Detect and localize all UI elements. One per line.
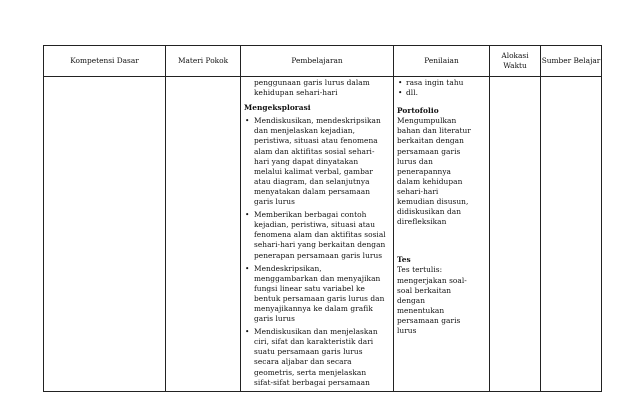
pembelajaran-item-line: garis lurus <box>254 197 295 207</box>
pembelajaran-item-line: Mendiskusikan dan menjelaskan <box>254 327 378 337</box>
pembelajaran-item-line: Mendeskripsikan, <box>254 263 322 273</box>
pembelajaran-item-line: kejadian, peristiwa, situasi atau <box>254 220 376 230</box>
cell-alokasi-waktu <box>490 77 541 392</box>
bullet-icon: • <box>245 116 250 126</box>
portofolio-line: direfleksikan <box>397 217 447 227</box>
pembelajaran-item-line: fenomena alam dan aktifitas sosial <box>254 230 386 240</box>
header-penilaian: Penilaian <box>394 46 490 77</box>
pembelajaran-item-line: sehari-hari yang berkaitan dengan <box>254 240 386 250</box>
pembelajaran-list <box>244 116 389 387</box>
cell-kompetensi-dasar <box>44 77 166 392</box>
pembelajaran-item-line: menggambarkan dan menyajikan <box>254 273 381 283</box>
intro-line: penggunaan garis lurus dalam <box>254 78 370 87</box>
pembelajaran-intro <box>244 78 389 98</box>
bullet-icon: • <box>398 78 403 87</box>
portofolio-line: didiskusikan dan <box>397 207 462 217</box>
portofolio-line: Mengumpulkan <box>397 116 457 126</box>
pembelajaran-list-item <box>244 327 389 388</box>
pembelajaran-item-line: geometris, serta menjelaskan <box>254 367 367 377</box>
cell-materi-pokok <box>166 77 241 392</box>
content-row <box>44 77 602 392</box>
penilaian-list-item <box>397 78 486 88</box>
cell-pembelajaran <box>241 77 394 392</box>
bullet-icon: • <box>245 327 250 337</box>
header-alokasi-line1: Alokasi <box>501 51 529 60</box>
portofolio-line: berkaitan dengan <box>397 136 464 146</box>
pembelajaran-item-line: hari yang dapat dinyatakan <box>254 156 359 166</box>
penilaian-item-text: rasa ingin tahu <box>406 78 464 87</box>
pembelajaran-item-line: dan menjelaskan kejadian, <box>254 126 356 136</box>
header-row <box>44 46 602 77</box>
portofolio-line: dalam kehidupan <box>397 176 463 186</box>
pembelajaran-item-line: garis lurus <box>254 314 295 324</box>
pembelajaran-item-line: peristiwa, situasi atau fenomena <box>254 136 378 146</box>
header-sumber-belajar: Sumber Belajar <box>541 46 602 77</box>
tes-line: menentukan <box>397 305 445 315</box>
pembelajaran-item-line: sifat-sifat berbagai persamaan <box>254 377 370 387</box>
pembelajaran-list-item <box>244 210 389 260</box>
pembelajaran-item-line: bentuk persamaan garis lurus dan <box>254 293 385 303</box>
pembelajaran-item-line: suatu persamaan garis lurus <box>254 347 363 357</box>
tes-line: Tes tertulis: <box>397 265 443 275</box>
penilaian-item-text: dll. <box>406 88 419 98</box>
header-materi-pokok: Materi Pokok <box>166 46 241 77</box>
tes-line: mengerjakan soal- <box>397 275 467 285</box>
pembelajaran-item-line: penerapan persamaan garis lurus <box>254 250 383 260</box>
pembelajaran-item-line: menyajikannya ke dalam grafik <box>254 303 373 313</box>
syllabus-table <box>43 45 602 392</box>
portofolio-heading: Portofolio <box>397 106 439 116</box>
pembelajaran-list-item <box>244 264 389 325</box>
pembelajaran-item-line: atau diagram, dan selanjutnya <box>254 176 370 186</box>
portofolio-line: lurus dan <box>397 156 433 166</box>
pembelajaran-item-line: ciri, sifat dan karakteristik dari <box>254 337 374 347</box>
bullet-icon: • <box>245 263 250 273</box>
header-alokasi-line2: Waktu <box>503 61 527 70</box>
pembelajaran-item-line: fungsi linear satu variabel ke <box>254 283 365 293</box>
cell-penilaian <box>394 77 490 392</box>
tes-text <box>397 265 486 336</box>
pembelajaran-item-line: melalui kalimat verbal, gambar <box>254 166 373 176</box>
intro-line: kehidupan sehari-hari <box>254 88 338 98</box>
cell-sumber-belajar <box>541 77 602 392</box>
header-pembelajaran: Pembelajaran <box>241 46 394 77</box>
header-kompetensi-dasar: Kompetensi Dasar <box>44 46 166 77</box>
bullet-icon: • <box>245 210 250 220</box>
portofolio-line: bahan dan literatur <box>397 126 471 136</box>
mengeksplorasi-heading: Mengeksplorasi <box>244 103 311 113</box>
pembelajaran-item-line: alam dan aktifitas sosial sehari- <box>254 146 375 156</box>
header-alokasi-waktu <box>490 46 541 77</box>
tes-line: dengan <box>397 295 426 305</box>
spacer <box>397 227 486 255</box>
tes-line: lurus <box>397 325 417 335</box>
pembelajaran-item-line: secara aljabar dan secara <box>254 357 352 367</box>
pembelajaran-item-line: Mendiskusikan, mendeskripsikan <box>254 116 381 126</box>
portofolio-text <box>397 116 486 227</box>
portofolio-line: kemudian disusun, <box>397 197 469 207</box>
portofolio-line: persamaan garis <box>397 146 461 156</box>
tes-heading: Tes <box>397 255 411 265</box>
penilaian-list-item <box>397 88 486 98</box>
tes-line: soal berkaitan <box>397 285 452 295</box>
portofolio-line: penerapannya <box>397 166 452 176</box>
pembelajaran-item-line: Memberikan berbagai contoh <box>254 210 367 220</box>
pembelajaran-item-line: menyatakan dalam persamaan <box>254 186 371 196</box>
pembelajaran-list-item <box>244 116 389 207</box>
bullet-icon: • <box>398 88 403 98</box>
tes-line: persamaan garis <box>397 315 461 325</box>
portofolio-line: sehari-hari <box>397 186 439 196</box>
